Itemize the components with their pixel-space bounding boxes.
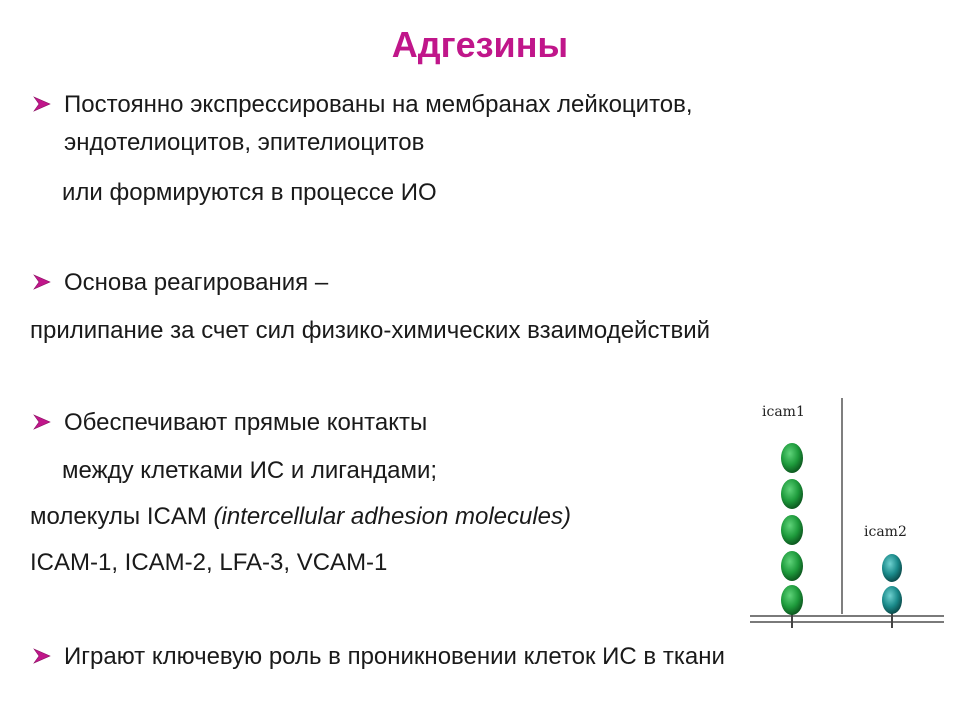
icam2-label: icam2 xyxy=(864,524,907,540)
arrow-bullet-icon xyxy=(32,272,52,292)
icam-diagram xyxy=(748,392,948,632)
bullet-2-line-2: прилипание за счет сил физико-химических взаимодействий xyxy=(30,317,711,344)
arrow-bullet-icon xyxy=(32,94,52,114)
icam1-molecule xyxy=(781,443,803,628)
bullet-3-line-2: между клетками ИС и лигандами; xyxy=(62,457,438,484)
icam-expansion: (intercellular adhesion molecules) xyxy=(213,503,572,530)
bullet-2-line-1: Основа реагирования – xyxy=(64,269,329,296)
icam-label: молекулы ICAM xyxy=(30,503,214,530)
cell-membrane xyxy=(750,616,944,622)
bullet-1-line-2: эндотелиоцитов, эпителиоцитов xyxy=(64,129,425,156)
bullet-3-line-1: Обеспечивают прямые контакты xyxy=(64,409,428,436)
bullet-3-line-4: ICAM-1, ICAM-2, LFA-3, VCAM-1 xyxy=(30,549,388,576)
arrow-bullet-icon xyxy=(32,412,52,432)
arrow-bullet-icon xyxy=(32,646,52,666)
bullet-3-line-3 xyxy=(30,502,571,532)
icam1-label: icam1 xyxy=(762,404,805,420)
bullet-1-line-3: или формируются в процессе ИО xyxy=(62,179,437,206)
bullet-1-line-1: Постоянно экспрессированы на мембранах лейкоцитов, xyxy=(64,91,693,118)
bullet-4-line-1: Играют ключевую роль в проникновении клеток ИС в ткани xyxy=(64,643,725,670)
slide-title: Адгезины xyxy=(391,24,569,65)
